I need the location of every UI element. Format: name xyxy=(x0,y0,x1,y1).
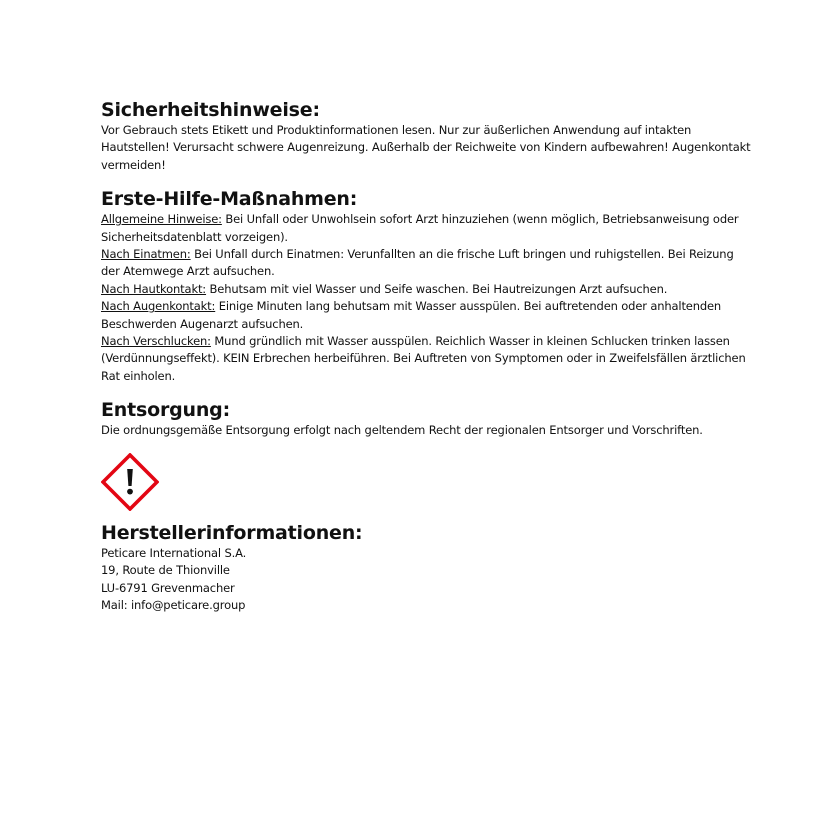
first-aid-text-ingestion: Mund gründlich mit Wasser ausspülen. Reichlich Wasser in kleinen Schlucken trinken lassen (Verdünnungseffekt). KEIN Erbrechen herbeiführen. Bei Auftreten von Symptomen oder in Zweifelsfällen ärztlichen Rat einholen. xyxy=(101,334,746,383)
manufacturer-email: Mail: info@peticare.group xyxy=(101,597,246,612)
first-aid-text-eyes: Einige Minuten lang behutsam mit Wasser ausspülen. Bei auftretenden oder anhaltenden Beschwerden Augenarzt aufsuchen. xyxy=(101,299,722,331)
first-aid-label-skin: Nach Hautkontakt: xyxy=(101,281,207,296)
disposal-heading: Entsorgung: xyxy=(101,399,230,422)
first-aid-item-ingestion xyxy=(101,333,751,385)
first-aid-item-skin xyxy=(101,281,751,298)
first-aid-text-general: Bei Unfall oder Unwohlsein sofort Arzt hinzuziehen (wenn möglich, Betriebsanweisung oder Sicherheitsdatenblatt vorzeigen). xyxy=(101,212,739,244)
disposal-text: Die ordnungsgemäße Entsorgung erfolgt nach geltendem Recht der regionalen Entsorger und Vorschriften. xyxy=(101,423,703,438)
first-aid-text-inhalation: Bei Unfall durch Einatmen: Verunfallten an die frische Luft bringen und ruhigstellen. Bei Reizung der Atemwege Arzt aufsuchen. xyxy=(101,247,734,279)
first-aid-item-inhalation xyxy=(101,246,751,281)
first-aid-item-general xyxy=(101,211,751,246)
manufacturer-street: 19, Route de Thionville xyxy=(101,563,230,578)
ghs-exclamation-mark-icon xyxy=(101,453,159,511)
document-page xyxy=(101,98,751,614)
first-aid-label-ingestion: Nach Verschlucken: xyxy=(101,334,211,349)
safety-heading: Sicherheitshinweise: xyxy=(101,99,320,121)
first-aid-list xyxy=(101,211,751,385)
manufacturer-company: Peticare International S.A. xyxy=(101,545,247,560)
first-aid-label-general: Allgemeine Hinweise: xyxy=(101,212,222,227)
manufacturer-city: LU-6791 Grevenmacher xyxy=(101,580,235,595)
manufacturer-heading: Herstellerinformationen: xyxy=(101,521,363,544)
first-aid-label-eyes: Nach Augenkontakt: xyxy=(101,299,216,314)
first-aid-item-eyes xyxy=(101,298,751,333)
manufacturer-address xyxy=(101,545,751,615)
first-aid-heading: Erste-Hilfe-Maßnahmen: xyxy=(101,188,358,211)
first-aid-text-skin: Behutsam mit viel Wasser und Seife waschen. Bei Hautreizungen Arzt aufsuchen. xyxy=(206,281,668,296)
first-aid-label-inhalation: Nach Einatmen: xyxy=(101,247,191,262)
safety-text: Vor Gebrauch stets Etikett und Produktinformationen lesen. Nur zur äußerlichen Anwendung auf intakten Hautstellen! Verursacht schwere Augenreizung. Außerhalb der Reichweite von Kindern aufbewahren! Augenkontakt vermeiden! xyxy=(101,123,751,172)
